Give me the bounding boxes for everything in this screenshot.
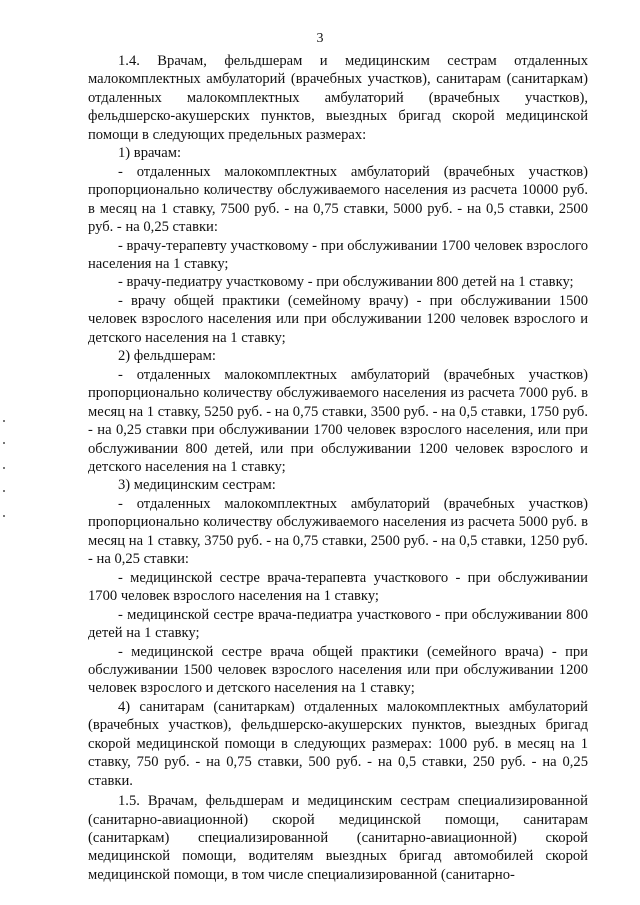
paragraph-orderlies: 4) санитарам (санитаркам) отдаленных малокомплектных амбулаторий (врачебных участков), фельдшерско-акушерских пунктов, выездных бригад скорой медицинской помощи в следующих размерах: 1000 руб. в месяц на 1 ставку, 750 руб. - на 0,75 ставки, 500 руб. - на 0,5 ставки, 250 руб. - на 0,25 ставки. xyxy=(88,698,588,789)
paragraph-nurse-therapist: - медицинской сестре врача-терапевта участкового - при обслуживании 1700 человек взрослого населения на 1 ставку; xyxy=(88,569,588,605)
paragraph-doctors-heading: 1) врачам: xyxy=(118,145,181,162)
paragraph-nurses-heading: 3) медицинским сестрам: xyxy=(118,477,276,494)
paragraph-nurse-pediatrician: - медицинской сестре врача-педиатра участкового - при обслуживании 800 детей на 1 ставку; xyxy=(88,606,588,642)
scan-edge-marks xyxy=(3,420,7,540)
paragraph-paramedics-heading: 2) фельдшерам: xyxy=(118,348,216,365)
paragraph-general-practitioner: - врачу общей практики (семейному врачу) - при обслуживании 1500 человек взрослого населения или при обслуживании 1200 человек взрослого и детского населения на 1 ставку; xyxy=(88,292,588,346)
paragraph-1-4-intro: 1.4. Врачам, фельдшерам и медицинским сестрам отдаленных малокомплектных амбулаторий (врачебных участков), санитарам (санитаркам) отдаленных малокомплектных амбулаторий (врачебных участков), фельдшерско-акушерских пунктов, выездных бригад скорой медицинской помощи в следующих предельных размерах: xyxy=(88,53,588,143)
paragraph-nurse-general-practitioner: - медицинской сестре врача общей практики (семейного врача) - при обслуживании 1500 человек взрослого населения или при обслуживании 1200 человек взрослого и детского населения на 1 ставку; xyxy=(88,643,588,697)
paragraph-pediatrician: - врачу-педиатру участковому - при обслуживании 800 детей на 1 ставку; xyxy=(118,274,574,291)
paragraph-nurses-rates: - отдаленных малокомплектных амбулаторий (врачебных участков) пропорционально количеству обслуживаемого населения из расчета 5000 руб. в месяц на 1 ставку, 3750 руб. - на 0,75 ставки, 2500 руб. - на 0,5 ставки, 1250 руб. - на 0,25 ставки: xyxy=(88,495,588,568)
page-number: 3 xyxy=(316,31,324,46)
document-body xyxy=(88,52,588,884)
paragraph-doctors-rates: - отдаленных малокомплектных амбулаторий (врачебных участков) пропорционально количеству обслуживаемого населения из расчета 10000 руб. в месяц на 1 ставку, 7500 руб. - на 0,75 ставки, 5000 руб. - на 0,5 ставки, 2500 руб. - на 0,25 ставки: xyxy=(88,163,588,236)
paragraph-therapist: - врачу-терапевту участковому - при обслуживании 1700 человек взрослого населения на 1 ставку; xyxy=(88,237,588,272)
paragraph-1-5-intro: 1.5. Врачам, фельдшерам и медицинским сестрам специализированной (санитарно-авиационной) скорой медицинской помощи, санитарам (санитаркам) специализированной (санитарно-авиационной) скорой медицинской помощи, водителям выездных бригад автомобилей скорой медицинской помощи, в том числе специализированной (санитарно- xyxy=(88,793,588,883)
paragraph-paramedics-rates: - отдаленных малокомплектных амбулаторий (врачебных участков) пропорционально количеству обслуживаемого населения из расчета 7000 руб. в месяц на 1 ставку, 5250 руб. - на 0,75 ставки, 3500 руб. - на 0,5 ставки, 1750 руб. - на 0,25 ставки при обслуживании 1700 человек взрослого населения, или при обслуживании 800 детей, или при обслуживании 1200 человек взрослого и детского населения на 1 ставку; xyxy=(88,366,588,475)
